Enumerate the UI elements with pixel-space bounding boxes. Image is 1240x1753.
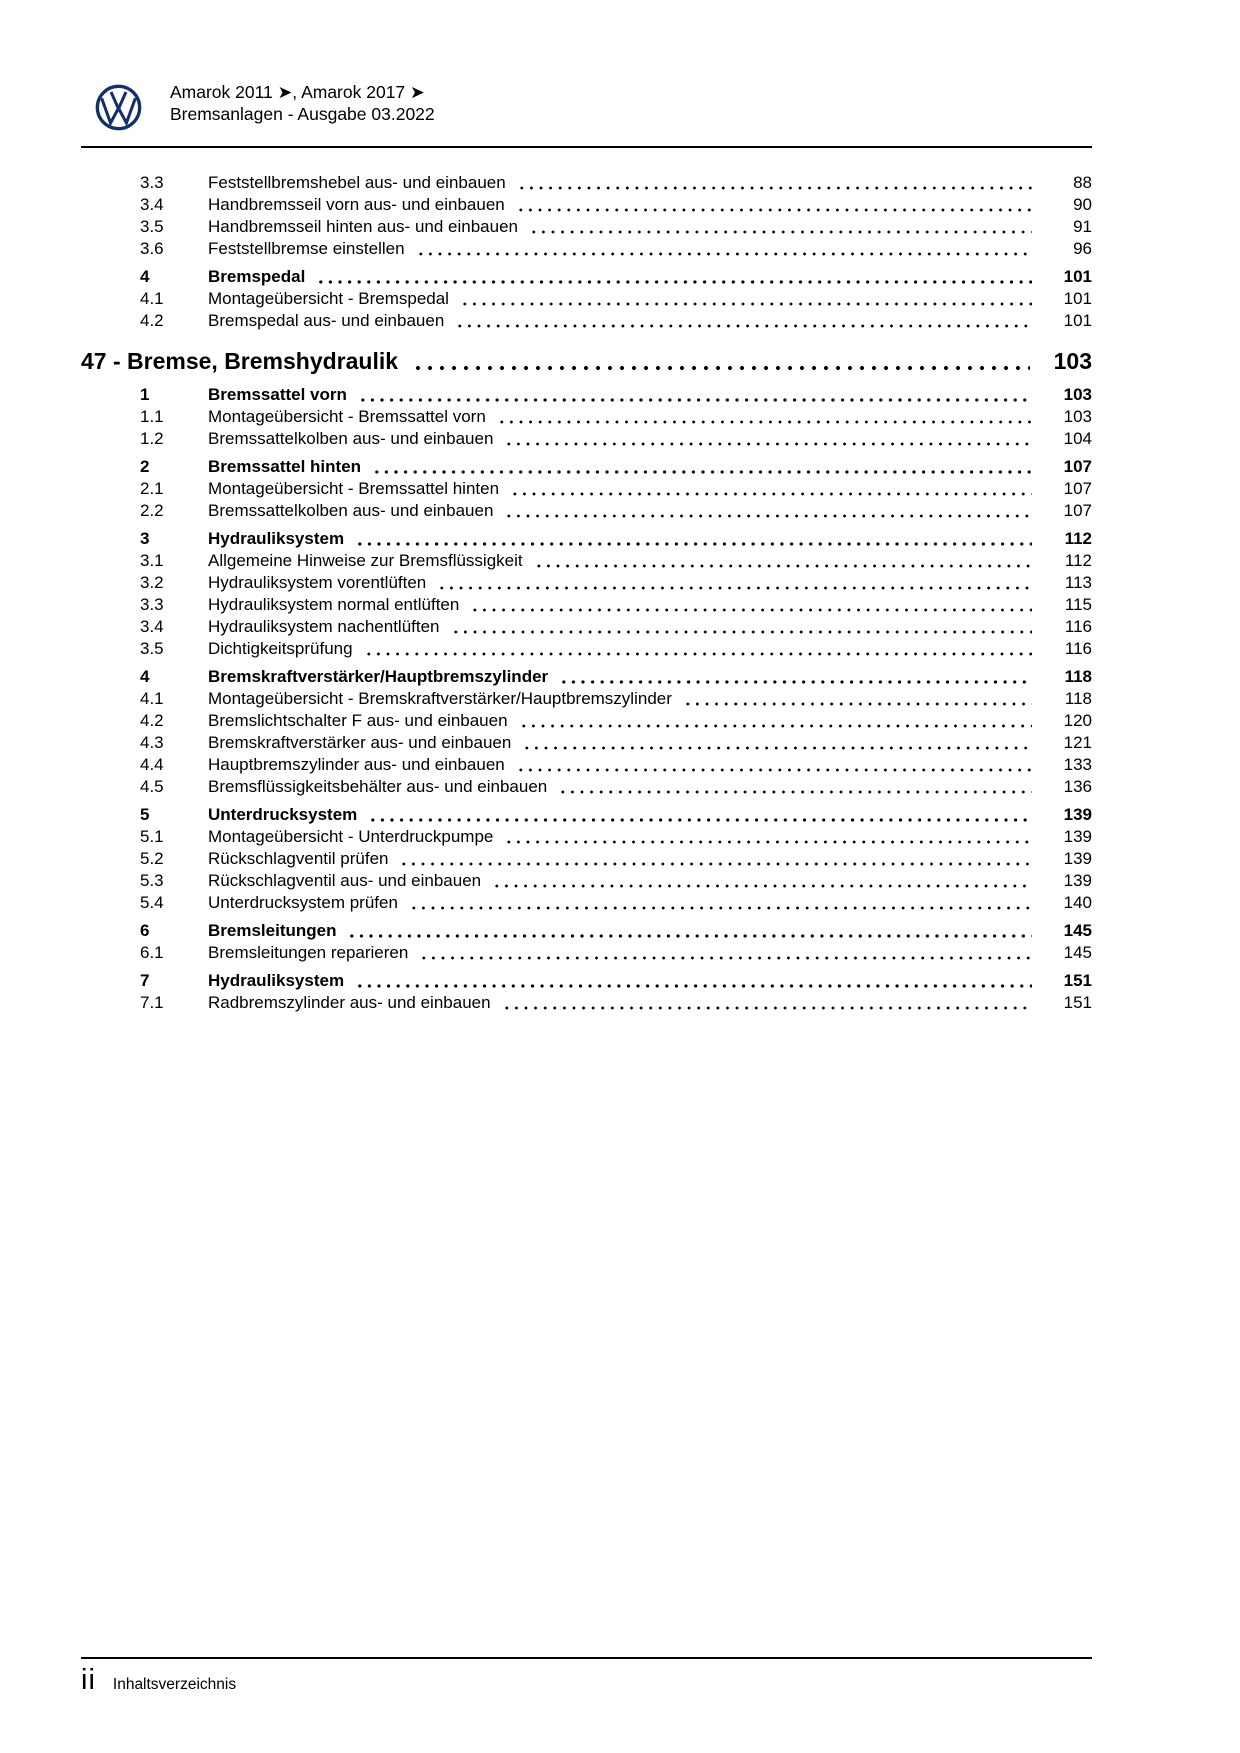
toc-entry-title: Montageübersicht - Bremssattel hinten [208, 479, 500, 498]
toc-entry-number: 4.3 [140, 733, 164, 752]
toc-entry-row[interactable] [81, 194, 1092, 216]
toc-entry-number: 2.2 [140, 501, 164, 520]
toc-entry-page: 121 [1063, 733, 1092, 752]
toc-entry-number: 5.2 [140, 849, 164, 868]
toc-entry-title: Hydrauliksystem nachentlüften [208, 617, 440, 636]
dot-leader-icon [368, 804, 1032, 826]
toc-entry-row[interactable] [81, 456, 1092, 478]
dot-leader-icon [358, 384, 1032, 406]
toc-entry-row[interactable] [81, 172, 1092, 194]
toc-entry-page: 133 [1063, 755, 1092, 774]
toc-entry-page: 139 [1063, 827, 1092, 846]
dot-leader-icon [510, 478, 1032, 500]
toc-entry-row[interactable] [81, 666, 1092, 688]
toc-entry-title: Bremsleitungen [208, 921, 337, 940]
toc-entry-row[interactable] [81, 776, 1092, 798]
toc-entry-row[interactable] [81, 288, 1092, 310]
toc-entry-title: Unterdrucksystem [208, 805, 358, 824]
toc-entry-number: 4.2 [140, 311, 164, 330]
toc-entry-title: Bremspedal [208, 267, 306, 286]
toc-entry-number: 5.3 [140, 871, 164, 890]
toc-entry-number: 6 [140, 921, 150, 940]
toc-entry-row[interactable] [81, 266, 1092, 288]
toc-entry-number: 7 [140, 971, 150, 990]
toc-entry-number: 2 [140, 457, 150, 476]
toc-entry-page: 101 [1063, 289, 1092, 308]
toc-entry-number: 3.5 [140, 217, 164, 236]
dot-leader-icon [364, 638, 1032, 660]
dot-leader-icon [355, 528, 1032, 550]
toc-entry-title: Bremssattel vorn [208, 385, 347, 404]
dot-leader-icon [497, 406, 1032, 428]
dot-leader-icon [519, 710, 1032, 732]
toc-entry-row[interactable] [81, 892, 1092, 914]
dot-leader-icon [347, 920, 1032, 942]
toc-entry-page: 139 [1063, 871, 1092, 890]
header-rule [81, 146, 1092, 148]
toc-entry-page: 91 [1073, 217, 1092, 236]
toc-entry-page: 118 [1064, 689, 1092, 708]
toc-entry-row[interactable] [81, 528, 1092, 550]
dot-leader-icon [516, 754, 1032, 776]
toc-entry-title: Bremsleitungen reparieren [208, 943, 409, 962]
dot-leader-icon [355, 970, 1032, 992]
toc-entry-row[interactable] [81, 942, 1092, 964]
toc-entry-page: 103 [1053, 348, 1092, 374]
dot-leader-icon [451, 616, 1032, 638]
toc-entry-row[interactable] [81, 216, 1092, 238]
toc-entry-page: 145 [1063, 921, 1092, 940]
toc-entry-title: Feststellbremse einstellen [208, 239, 405, 258]
toc-entry-row[interactable] [81, 406, 1092, 428]
toc-entry-title: Bremskraftverstärker/Hauptbremszylinder [208, 667, 549, 686]
toc-entry-title: Bremspedal aus- und einbauen [208, 311, 445, 330]
dot-leader-icon [372, 456, 1032, 478]
dot-leader-icon [559, 666, 1032, 688]
dot-leader-icon [502, 992, 1032, 1014]
toc-entry-row[interactable] [81, 992, 1092, 1014]
toc-entry-number: 3.6 [140, 239, 164, 258]
toc-entry-page: 136 [1063, 777, 1092, 796]
dot-leader-icon [412, 346, 1030, 376]
toc-entry-page: 140 [1063, 893, 1092, 912]
dot-leader-icon [516, 194, 1032, 216]
toc-entry-title: Bremssattel hinten [208, 457, 362, 476]
dot-leader-icon [492, 870, 1032, 892]
page-footer [81, 1663, 236, 1697]
toc-entry-row[interactable] [81, 848, 1092, 870]
toc-entry-page: 112 [1064, 529, 1092, 548]
dot-leader-icon [419, 942, 1032, 964]
dot-leader-icon [504, 826, 1032, 848]
toc-entry-page: 101 [1063, 311, 1092, 330]
toc-entry-title: Bremslichtschalter F aus- und einbauen [208, 711, 508, 730]
toc-entry-row[interactable] [81, 572, 1092, 594]
dot-leader-icon [460, 288, 1032, 310]
toc-entry-page: 104 [1063, 429, 1092, 448]
toc-entry-number: 3.4 [140, 195, 164, 214]
dot-leader-icon [409, 892, 1032, 914]
toc-entry-title: Montageübersicht - Bremskraftverstärker/Hauptbremszylinder [208, 689, 672, 708]
toc-entry-row[interactable] [81, 428, 1092, 450]
toc-entry-page: 96 [1073, 239, 1092, 258]
toc-entry-row[interactable] [81, 384, 1092, 406]
toc-entry-title: Hauptbremszylinder aus- und einbauen [208, 755, 505, 774]
toc-entry-title: Hydrauliksystem vorentlüften [208, 573, 427, 592]
toc-entry-number: 3.4 [140, 617, 164, 636]
toc-entry-page: 107 [1063, 479, 1092, 498]
toc-entry-number: 5.4 [140, 893, 164, 912]
toc-entry-title: Bremsflüssigkeitsbehälter aus- und einbauen [208, 777, 548, 796]
toc-entry-number: 4.1 [140, 289, 164, 308]
dot-leader-icon [470, 594, 1032, 616]
toc-entry-row[interactable] [81, 870, 1092, 892]
toc-entry-number: 1.2 [140, 429, 164, 448]
toc-entry-title: Handbremsseil vorn aus- und einbauen [208, 195, 505, 214]
toc-entry-number: 1 [140, 385, 150, 404]
toc-entry-number: 4 [140, 267, 150, 286]
toc-entry-title: Hydrauliksystem [208, 529, 345, 548]
dot-leader-icon [416, 238, 1032, 260]
toc-entry-row[interactable] [81, 754, 1092, 776]
toc-entry-row[interactable] [81, 238, 1092, 260]
toc-entry-page: 145 [1063, 943, 1092, 962]
toc-entry-row[interactable] [81, 804, 1092, 826]
toc-entry-page: 107 [1063, 457, 1092, 476]
toc-entry-number: 4.4 [140, 755, 164, 774]
toc-entry-page: 107 [1063, 501, 1092, 520]
dot-leader-icon [529, 216, 1032, 238]
toc-entry-number: 3 [140, 529, 150, 548]
toc-entry-number: 3.3 [140, 595, 164, 614]
toc-entry-page: 90 [1073, 195, 1092, 214]
toc-entry-title: Rückschlagventil aus- und einbauen [208, 871, 482, 890]
toc-entry-title: Bremssattelkolben aus- und einbauen [208, 429, 494, 448]
toc-entry-title: Dichtigkeitsprüfung [208, 639, 353, 658]
toc-entry-number: 6.1 [140, 943, 164, 962]
toc-entry-number: 3.3 [140, 173, 164, 192]
dot-leader-icon [455, 310, 1032, 332]
dot-leader-icon [522, 732, 1032, 754]
dot-leader-icon [437, 572, 1032, 594]
toc-entry-title: Hydrauliksystem [208, 971, 345, 990]
toc-entry-page: 103 [1063, 385, 1092, 404]
toc-entry-page: 115 [1064, 595, 1092, 614]
toc-entry-row[interactable] [81, 920, 1092, 942]
toc-entry-title: Rückschlagventil prüfen [208, 849, 389, 868]
toc-entry-number: 5 [140, 805, 150, 824]
dot-leader-icon [399, 848, 1032, 870]
dot-leader-icon [517, 172, 1032, 194]
toc-entry-page: 113 [1064, 573, 1092, 592]
toc-entry-number: 2.1 [140, 479, 164, 498]
toc-entry-number: 4.5 [140, 777, 164, 796]
toc-entry-page: 151 [1063, 971, 1092, 990]
toc-entry-title: Feststellbremshebel aus- und einbauen [208, 173, 506, 192]
toc-entry-page: 120 [1063, 711, 1092, 730]
vw-logo-icon [95, 84, 142, 131]
toc-entry-page: 118 [1064, 667, 1092, 686]
toc-entry-page: 88 [1073, 173, 1092, 192]
toc-entry-number: 4.2 [140, 711, 164, 730]
dot-leader-icon [534, 550, 1032, 572]
toc-entry-number: 3.2 [140, 573, 164, 592]
toc-entry-number: 4 [140, 667, 150, 686]
toc-entry-number: 7.1 [140, 993, 164, 1012]
header-model-line: Amarok 2011 ➤, Amarok 2017 ➤ [170, 82, 425, 102]
dot-leader-icon [558, 776, 1032, 798]
toc-entry-row[interactable] [81, 550, 1092, 572]
toc-entry-row[interactable] [81, 638, 1092, 660]
toc-entry-row[interactable] [81, 310, 1092, 332]
toc-entry-number: 3.1 [140, 551, 164, 570]
dot-leader-icon [316, 266, 1032, 288]
toc-entry-row[interactable] [81, 826, 1092, 848]
toc-entry-title: Bremssattelkolben aus- und einbauen [208, 501, 494, 520]
toc-entry-row[interactable] [81, 478, 1092, 500]
toc-entry-page: 112 [1064, 551, 1092, 570]
toc-entry-row[interactable] [81, 710, 1092, 732]
footer-rule [81, 1657, 1092, 1659]
toc-entry-page: 151 [1063, 993, 1092, 1012]
toc-entry-title: Bremskraftverstärker aus- und einbauen [208, 733, 512, 752]
header-edition-line: Bremsanlagen - Ausgabe 03.2022 [170, 103, 435, 124]
toc-entry-page: 101 [1063, 267, 1092, 286]
footer-section-label: Inhaltsverzeichnis [112, 1676, 237, 1693]
toc-entry-title: Handbremsseil hinten aus- und einbauen [208, 217, 518, 236]
toc-entry-page: 139 [1063, 849, 1092, 868]
folio-page-number: ii [81, 1664, 96, 1696]
dot-leader-icon [504, 428, 1032, 450]
toc-entry-title: Hydrauliksystem normal entlüften [208, 595, 460, 614]
toc-entry-page: 139 [1063, 805, 1092, 824]
toc-entry-number: 5.1 [140, 827, 164, 846]
toc-entry-title: Montageübersicht - Bremspedal [208, 289, 449, 308]
toc-entry-number: 3.5 [140, 639, 164, 658]
toc-entry-row[interactable] [81, 732, 1092, 754]
toc-entry-title: Allgemeine Hinweise zur Bremsflüssigkeit [208, 551, 523, 570]
toc-entry-page: 116 [1064, 639, 1092, 658]
toc-entry-title: Radbremszylinder aus- und einbauen [208, 993, 491, 1012]
toc-entry-row[interactable] [81, 594, 1092, 616]
dot-leader-icon [504, 500, 1032, 522]
toc-entry-page: 116 [1064, 617, 1092, 636]
header-text [170, 82, 435, 125]
toc-entry-page: 103 [1063, 407, 1092, 426]
toc-entry-row[interactable] [81, 500, 1092, 522]
toc-entry-row[interactable] [81, 616, 1092, 638]
toc-entry-row[interactable] [81, 688, 1092, 710]
toc-entry-row[interactable] [81, 970, 1092, 992]
toc-entry-title: 47 - Bremse, Bremshydraulik [81, 348, 399, 374]
page-header [95, 82, 435, 131]
toc-chapter-row[interactable] [81, 346, 1092, 376]
toc-entry-title: Montageübersicht - Unterdruckpumpe [208, 827, 494, 846]
toc-entry-number: 4.1 [140, 689, 164, 708]
toc-list [81, 172, 1092, 1014]
toc-entry-title: Unterdrucksystem prüfen [208, 893, 398, 912]
dot-leader-icon [683, 688, 1032, 710]
toc-entry-number: 1.1 [140, 407, 164, 426]
toc-entry-title: Montageübersicht - Bremssattel vorn [208, 407, 486, 426]
